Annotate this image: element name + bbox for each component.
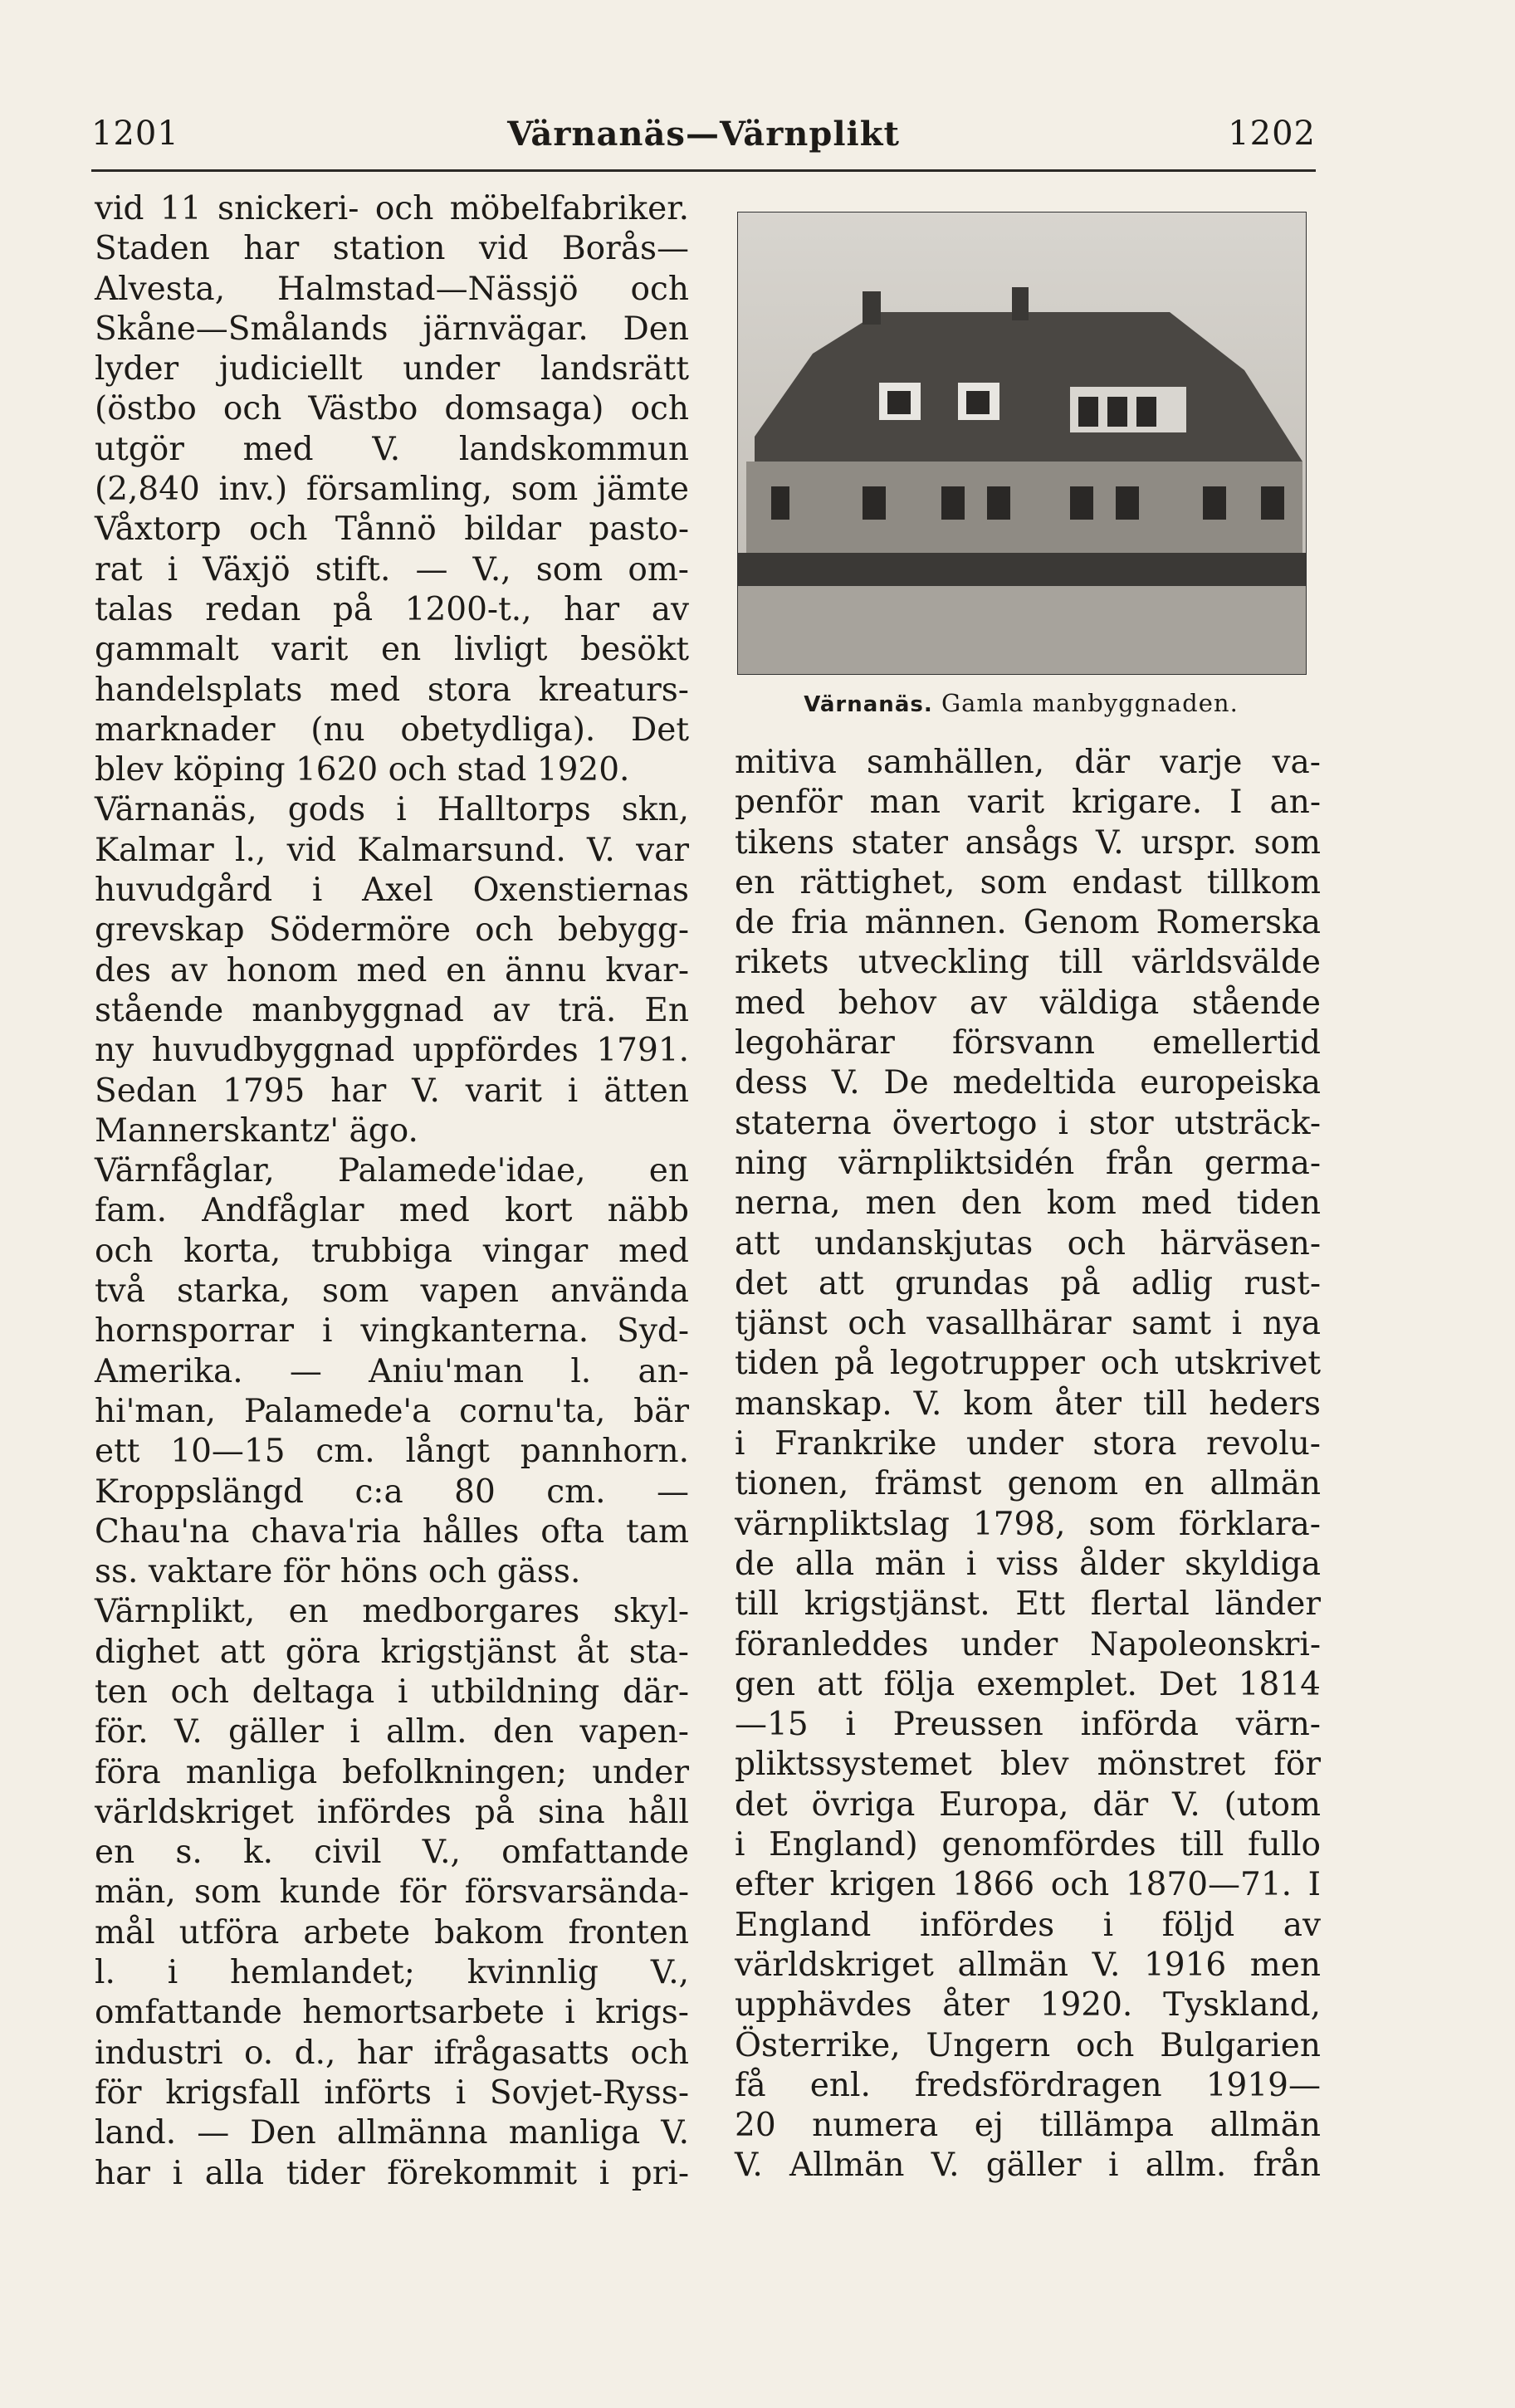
text-line: i England) genomfördes till fullo: [735, 1826, 1321, 1864]
text-line: för. V. gäller i allm. den vapen-: [95, 1713, 689, 1751]
text-line: grevskap Södermöre och bebygg-: [95, 911, 689, 950]
text-line: huvudgård i Axel Oxenstiernas: [95, 872, 689, 910]
text-line: England infördes i följd av: [735, 1906, 1321, 1944]
left-column: [95, 189, 689, 2194]
text-line: Mannerskantz' ägo.: [95, 1111, 418, 1150]
text-line: V. Allmän V. gäller i allm. från: [735, 2147, 1321, 2185]
text-line: världskriget allmän V. 1916 men: [735, 1946, 1321, 1984]
text-line: efter krigen 1866 och 1870—71. I: [735, 1866, 1321, 1904]
text-line: föranleddes under Napoleonskri-: [735, 1625, 1321, 1663]
text-line: lyder judiciellt under landsrätt: [95, 350, 689, 388]
text-line: (östbo och Västbo domsaga) och: [95, 390, 689, 428]
text-line: män, som kunde för försvarsända-: [95, 1873, 689, 1912]
text-line: tiden på legotrupper och utskrivet: [735, 1345, 1321, 1383]
text-line: de fria männen. Genom Romerska: [735, 904, 1321, 942]
page-number-left: 1201: [91, 115, 179, 153]
text-line: dighet att göra krigstjänst åt sta-: [95, 1633, 689, 1671]
text-line: värnpliktslag 1798, som förklara-: [735, 1505, 1321, 1543]
text-line: talas redan på 1200-t., har av: [95, 590, 689, 628]
text-line: hi'man, Palamede'a cornu'ta, bär: [95, 1392, 689, 1430]
text-line: de alla män i viss ålder skyldiga: [735, 1545, 1321, 1583]
text-line: mål utföra arbete bakom fronten: [95, 1913, 689, 1951]
text-line: det övriga Europa, där V. (utom: [735, 1785, 1321, 1824]
text-line: pliktssystemet blev mönstret för: [735, 1746, 1321, 1784]
text-line: till krigstjänst. Ett flertal länder: [735, 1585, 1321, 1624]
text-line: föra manliga befolkningen; under: [95, 1753, 689, 1791]
text-line: legohärar försvann emellertid: [735, 1024, 1321, 1062]
text-line: ten och deltaga i utbildning där-: [95, 1673, 689, 1711]
text-line: Kroppslängd c:a 80 cm. —: [95, 1473, 689, 1511]
text-line: staterna övertogo i stor utsträck-: [735, 1104, 1321, 1142]
text-line: l. i hemlandet; kvinnlig V.,: [95, 1954, 689, 1992]
text-line: Kalmar l., vid Kalmarsund. V. var: [95, 831, 689, 869]
text-line: Skåne—Smålands järnvägar. Den: [95, 310, 689, 348]
text-line: fam. Andfåglar med kort näbb: [95, 1192, 689, 1230]
text-line: —15 i Preussen införda värn-: [735, 1706, 1321, 1744]
text-line: har i alla tider förekommit i pri-: [95, 2154, 689, 2192]
text-line: upphävdes åter 1920. Tyskland,: [735, 1986, 1321, 2025]
text-line: Värnplikt, en medborgares skyl-: [95, 1593, 689, 1631]
text-line: (2,840 inv.) församling, som jämte: [95, 471, 689, 509]
running-title: Värnanäs—Värnplikt: [507, 115, 900, 154]
text-line: med behov av väldiga stående: [735, 984, 1321, 1022]
text-line: vid 11 snickeri- och möbelfabriker.: [95, 190, 689, 227]
text-line: Värnfåglar, Palamede'idae, en: [95, 1152, 689, 1190]
text-line: rikets utveckling till världsvälde: [735, 944, 1321, 982]
text-line: världskriget infördes på sina håll: [95, 1793, 689, 1831]
right-column: [735, 743, 1321, 2186]
manor-house-image: [738, 212, 1306, 674]
text-line: industri o. d., har ifrågasatts och: [95, 2034, 689, 2072]
text-line: nerna, men den kom med tiden: [735, 1184, 1321, 1223]
page-header: [91, 106, 1316, 164]
text-line: i Frankrike under stora revolu-: [735, 1425, 1321, 1463]
text-line: manskap. V. kom åter till heders: [735, 1385, 1321, 1423]
text-line: Sedan 1795 har V. varit i ätten: [95, 1072, 689, 1110]
text-line: för krigsfall införts i Sovjet-Ryss-: [95, 2073, 689, 2112]
text-line: två starka, som vapen använda: [95, 1272, 689, 1311]
text-line: utgör med V. landskommun: [95, 430, 689, 468]
text-line: gen att följa exemplet. Det 1814: [735, 1665, 1321, 1703]
photo-caption: [737, 689, 1305, 717]
text-line: tikens stater ansågs V. urspr. som: [735, 823, 1321, 862]
text-line: blev köping 1620 och stad 1920.: [95, 751, 630, 789]
text-line: omfattande hemortsarbete i krigs-: [95, 1994, 689, 2032]
caption-label: Värnanäs.: [804, 692, 933, 717]
text-line: Alvesta, Halmstad—Nässjö och: [95, 270, 689, 308]
text-line: tionen, främst genom en allmän: [735, 1465, 1321, 1503]
text-line: Värnanäs, gods i Halltorps skn,: [95, 791, 689, 829]
text-line: Chau'na chava'ria hålles ofta tam: [95, 1512, 689, 1551]
text-line: 20 numera ej tillämpa allmän: [735, 2107, 1321, 2145]
text-line: och korta, trubbiga vingar med: [95, 1232, 689, 1270]
text-line: rat i Växjö stift. — V., som om-: [95, 550, 689, 589]
manor-photo: [737, 212, 1307, 675]
text-line: land. — Den allmänna manliga V.: [95, 2114, 689, 2152]
text-line: dess V. De medeltida europeiska: [735, 1064, 1321, 1102]
text-line: ning värnpliktsidén från germa-: [735, 1144, 1321, 1182]
text-line: få enl. fredsfördragen 1919—: [735, 2066, 1321, 2104]
page-number-right: 1202: [1228, 115, 1316, 153]
text-line: ny huvudbyggnad uppfördes 1791.: [95, 1032, 689, 1070]
text-line: Våxtorp och Tånnö bildar pasto-: [95, 510, 689, 549]
text-line: ett 10—15 cm. långt pannhorn.: [95, 1433, 689, 1471]
text-line: hornsporrar i vingkanterna. Syd-: [95, 1312, 689, 1351]
text-line: penför man varit krigare. I an-: [735, 784, 1321, 822]
header-rule: [91, 169, 1316, 172]
text-line: des av honom med en ännu kvar-: [95, 951, 689, 989]
text-line: en s. k. civil V., omfattande: [95, 1834, 689, 1872]
text-line: att undanskjutas och härväsen-: [735, 1224, 1321, 1263]
text-line: marknader (nu obetydliga). Det: [95, 711, 689, 749]
text-line: Staden har station vid Borås—: [95, 230, 689, 268]
text-line: ss. vaktare för höns och gäss.: [95, 1553, 581, 1591]
text-line: det att grundas på adlig rust-: [735, 1264, 1321, 1302]
text-line: gammalt varit en livligt besökt: [95, 631, 689, 669]
text-line: Amerika. — Aniu'man l. an-: [95, 1352, 689, 1390]
text-line: handelsplats med stora kreaturs-: [95, 671, 689, 709]
text-line: tjänst och vasallhärar samt i nya: [735, 1305, 1321, 1343]
caption-text: Gamla manbyggnaden.: [941, 689, 1239, 717]
text-line: stående manbyggnad av trä. En: [95, 991, 689, 1029]
text-line: mitiva samhällen, där varje va-: [735, 744, 1321, 781]
text-line: en rättighet, som endast tillkom: [735, 863, 1321, 901]
text-line: Österrike, Ungern och Bulgarien: [735, 2026, 1321, 2064]
